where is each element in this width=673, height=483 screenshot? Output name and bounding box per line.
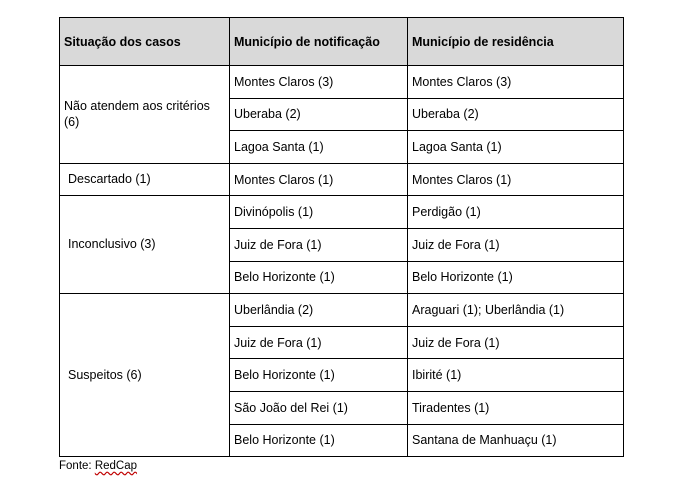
- residence-cell: Araguari (1); Uberlândia (1): [408, 294, 624, 327]
- notification-cell: Juiz de Fora (1): [230, 326, 408, 359]
- table-row: [60, 294, 624, 327]
- header-situation: Situação dos casos: [60, 18, 230, 66]
- notification-cell: Montes Claros (3): [230, 66, 408, 99]
- source-note: [59, 460, 137, 472]
- notification-cell: Divinópolis (1): [230, 196, 408, 229]
- notification-cell: São João del Rei (1): [230, 391, 408, 424]
- header-notification-municipality: Município de notificação: [230, 18, 408, 66]
- notification-cell: Montes Claros (1): [230, 163, 408, 196]
- table-row: [60, 66, 624, 99]
- residence-cell: Montes Claros (3): [408, 66, 624, 99]
- residence-cell: Juiz de Fora (1): [408, 228, 624, 261]
- notification-cell: Juiz de Fora (1): [230, 228, 408, 261]
- residence-cell: Santana de Manhuaçu (1): [408, 424, 624, 457]
- residence-cell: Lagoa Santa (1): [408, 131, 624, 164]
- residence-cell: Belo Horizonte (1): [408, 261, 624, 294]
- residence-cell: Perdigão (1): [408, 196, 624, 229]
- residence-cell: Ibirité (1): [408, 359, 624, 392]
- situation-cell: Suspeitos (6): [60, 294, 230, 457]
- source-name: RedCap: [94, 460, 138, 472]
- situation-cell: Descartado (1): [60, 163, 230, 196]
- notification-cell: Belo Horizonte (1): [230, 424, 408, 457]
- residence-cell: Montes Claros (1): [408, 163, 624, 196]
- notification-cell: Uberlândia (2): [230, 294, 408, 327]
- situation-cell: Inconclusivo (3): [60, 196, 230, 294]
- residence-cell: Tiradentes (1): [408, 391, 624, 424]
- notification-cell: Belo Horizonte (1): [230, 261, 408, 294]
- header-row: [60, 18, 624, 66]
- notification-cell: Belo Horizonte (1): [230, 359, 408, 392]
- table-row: [60, 196, 624, 229]
- notification-cell: Uberaba (2): [230, 98, 408, 131]
- situation-cell: Não atendem aos critérios (6): [60, 66, 230, 164]
- residence-cell: Juiz de Fora (1): [408, 326, 624, 359]
- source-label: Fonte:: [59, 460, 95, 472]
- cases-table: [59, 17, 624, 457]
- residence-cell: Uberaba (2): [408, 98, 624, 131]
- table-row: [60, 163, 624, 196]
- header-residence-municipality: Município de residência: [408, 18, 624, 66]
- notification-cell: Lagoa Santa (1): [230, 131, 408, 164]
